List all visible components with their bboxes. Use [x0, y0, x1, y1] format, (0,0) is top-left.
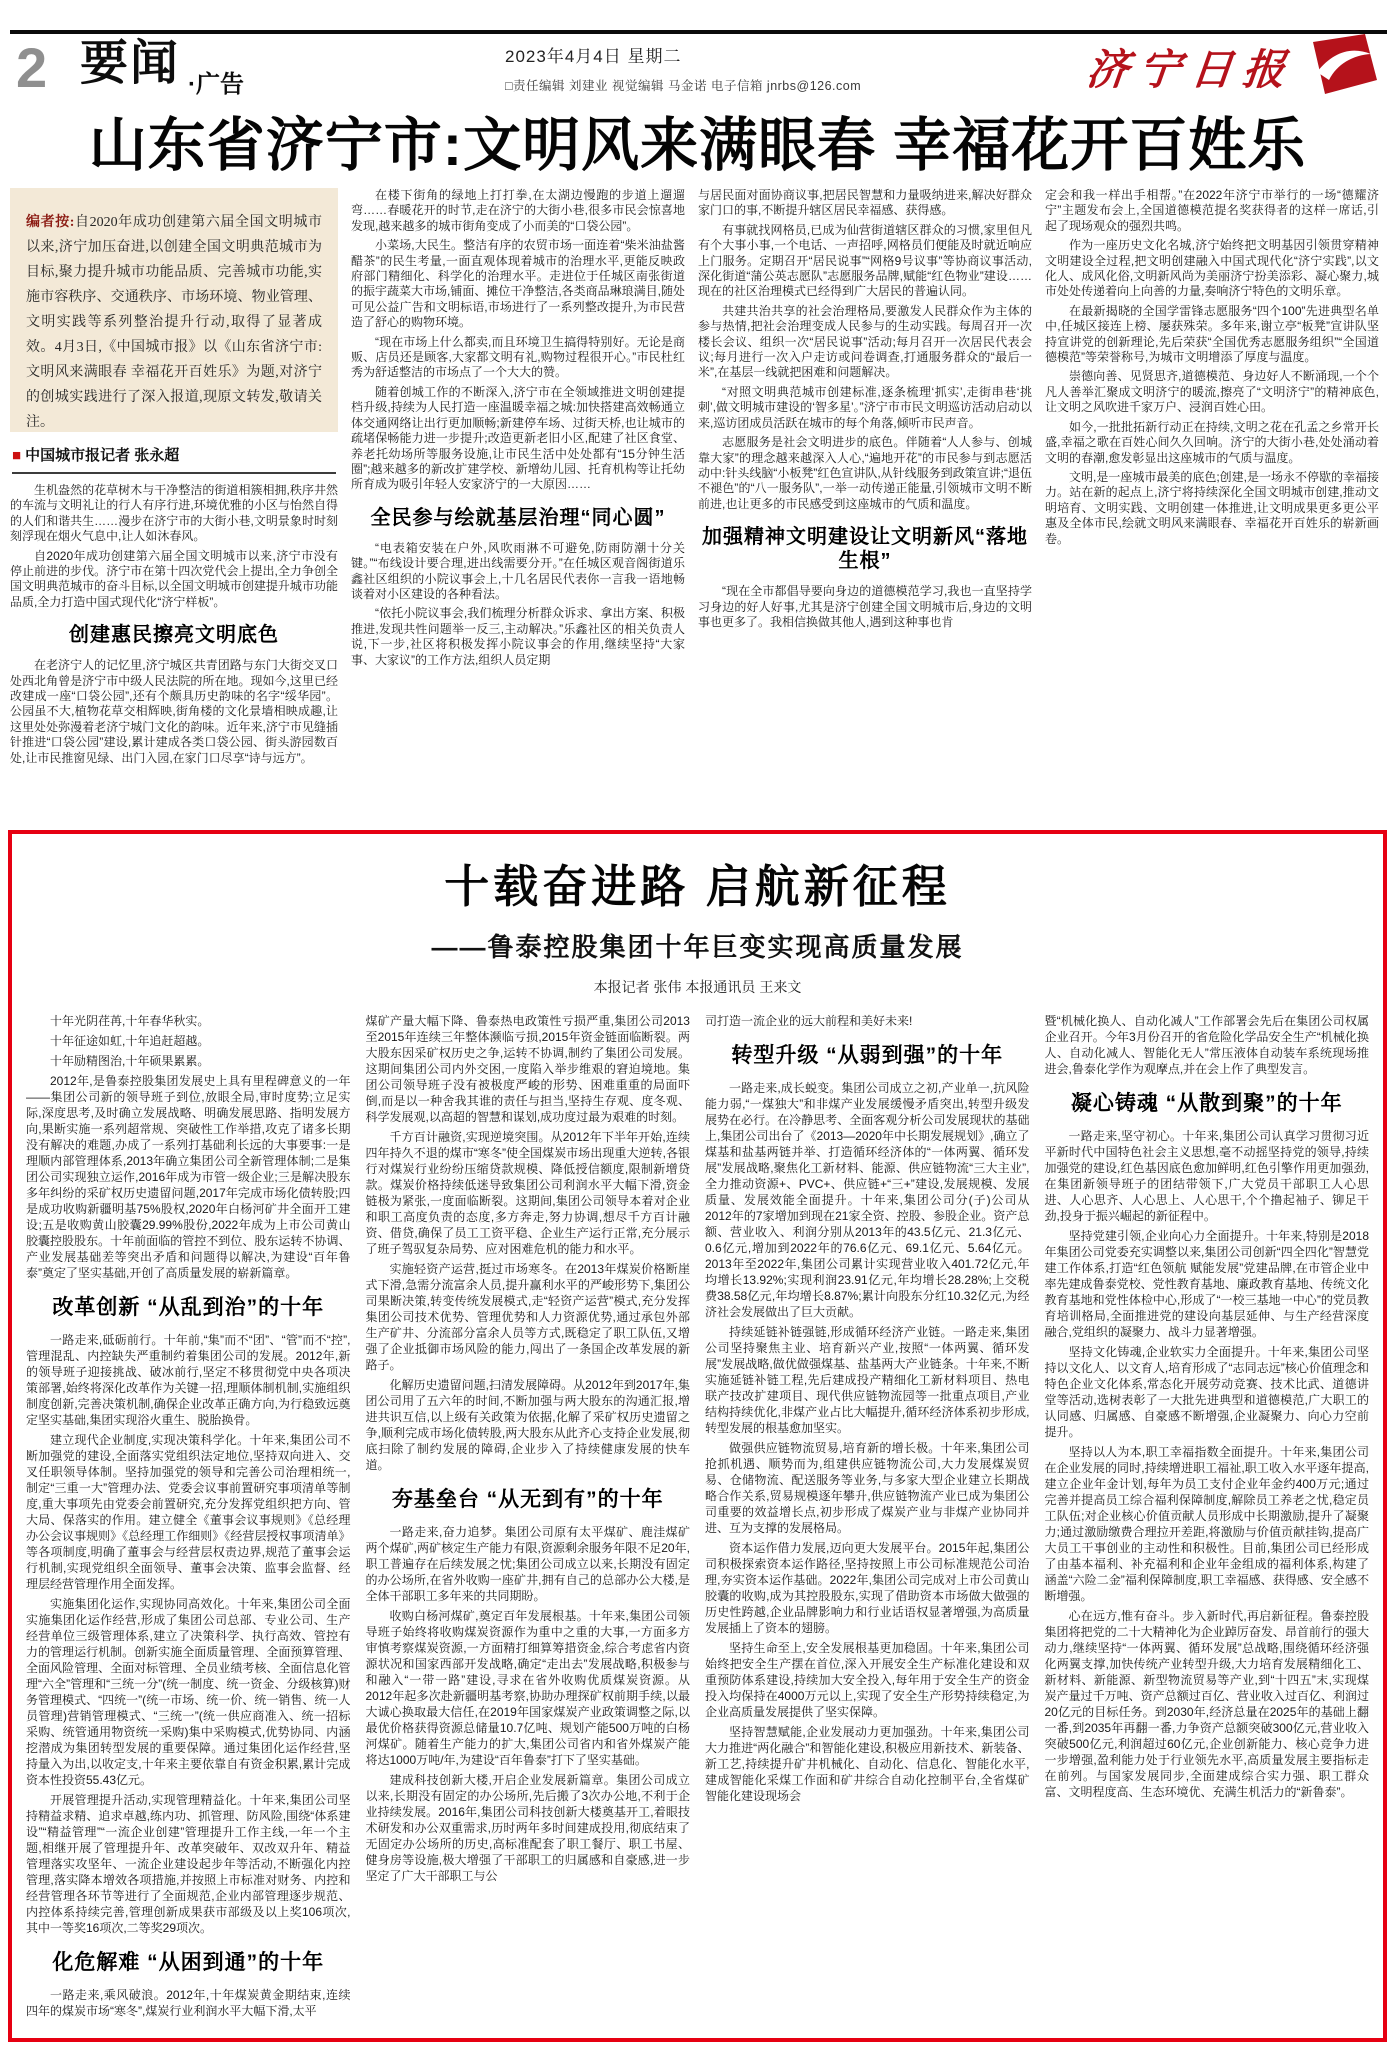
paragraph: 定会和我一样出手相帮。”在2022年济宁市举行的一场“德耀济宁”主题发布会上,全国道德模范提名奖获得者的这样一席话,引起了现场观众的强烈共鸣。	[1045, 188, 1379, 233]
byline-square-icon: ■	[12, 447, 22, 464]
editor-note-text: 自2020年成功创建第六届全国文明城市以来,济宁加压奋进,以创建全国文明典范城市为目标,聚力提升城市功能品质、完善城市功能,实施市容秩序、交通秩序、市场环境、物业管理、文明实践等系列整治提升行动,取得了显著成效。4月3日,《中国城市报》以《山东省济宁市:文明风来满眼春 幸福花开百姓乐》为题,对济宁的创城实践进行了深入报道,现原文转发,敬请关注。	[26, 215, 322, 430]
byline-text: 中国城市报记者 张永超	[25, 447, 180, 464]
paragraph: 建立现代企业制度,实现决策科学化。十年来,集团公司不断加强党的建设,全面落实党组织法定地位,坚持双向进入、交叉任职领导体制。坚持加强党的领导和完善公司治理相统一,制定“三重一大”管理办法、党委会议事前置研究事项清单等制度,重大事项先由党委会前置研究,充分发挥党组织把方向、管大局、保落实的作用。建立健全《董事会议事规则》《总经理办公会议事规则》《总经理工作细则》《经营层授权事项清单》等各项制度,明确了董事会与经营层权责边界,规范了董事会运行机制,实现党组织全面领导、董事会决策、监事会监督、经理层经营管理作用全面发挥。	[26, 1433, 351, 1592]
paragraph: 资本运作借力发展,迈向更大发展平台。2015年起,集团公司积极探索资本运作路径,坚持按照上市公司标准规范公司治理,夯实资本运作基础。2022年,集团公司完成对上市公司黄山胶囊的收购,成为其控股股东,实现了借助资本市场做大做强的历史性跨越,企业品牌影响力和行业话语权显著增强,为高质量发展插上了资本的翅膀。	[705, 1541, 1030, 1636]
featured-columns	[26, 1013, 1369, 2050]
paragraph: 司打造一流企业的远大前程和美好未来!	[705, 1014, 913, 1028]
paragraph: 生机盎然的花草树木与干净整洁的街道相簇相拥,秩序井然的车流与文明礼让的行人有序行进,环境优雅的小区与怡然自得的人们和谐共生……漫步在济宁市的大街小巷,文明景象时时刻刻浮现在烟火气息中,让人如沐春风。	[10, 483, 338, 544]
paragraph: 崇德向善、见贤思齐,道德模范、身边好人不断涌现,一个个凡人善举汇聚成文明济宁的暖流,擦亮了“文明济宁”的精神底色,让文明之风吹进千家万户、浸润百姓心田。	[1045, 369, 1379, 415]
paragraph: 一路走来,奋力追梦。集团公司原有太平煤矿、鹿洼煤矿两个煤矿,两矿核定生产能力有限,资源剩余服务年限不足20年,职工普遍存在后续发展之忧;集团公司成立以来,长期没有固定的办公场所,在省外收购一座矿井,拥有自己的总部办公大楼,是全体干部职工多年来的共同期盼。	[365, 1525, 690, 1604]
top-article-byline	[12, 444, 336, 474]
paragraph: 持续延链补链强链,形成循环经济产业链。一路走来,集团公司坚持聚焦主业、培育新兴产业,按照“一体两翼、循环发展”发展战略,做优做强煤基、盐基两大产业链条。十年来,不断实施延链补链工程,先后建成投产精细化工新材料项目、热电联产技改扩建项目、现代供应链物流园等一批重点项目,产业结构持续优化,非煤产业占比大幅提升,循环经济体系初步形成,转型发展的根基愈加坚实。	[705, 1325, 1030, 1436]
paragraph: 千方百计融资,实现逆境突围。从2012年下半年开始,连续四年持久不退的煤市“寒冬”使全国煤炭市场出现重大逆转,各银行对煤炭行业纷纷压缩贷款规模、降低授信额度,限制新增贷款。煤炭价格持续低迷导致集团公司利润水平大幅下滑,资金链极为紧张,一度面临断裂。这期间,集团公司领导本着对企业和职工高度负责的态度,多方奔走,努力协调,想尽千方百计融资、借贷,确保了员工工资平稳、企业生产运行正常,充分展示了班子驾驭复杂局势、应对困难危机的能力和水平。	[365, 1130, 690, 1256]
top-article-column-3	[698, 188, 1032, 824]
section-heading: 改革创新 “从乱到治”的十年	[52, 1296, 325, 1319]
date-line: 2023年4月4日 星期二	[505, 47, 682, 66]
paragraph: 小菜场,大民生。整洁有序的农贸市场一面连着“柴米油盐酱醋茶”的民生考量,一面直观体现着城市的治理水平,更能反映政府部门精细化、科学化的治理水平。走进位于任城区南张街道的振宇蔬菜大市场,铺面、摊位干净整洁,各类商品琳琅满目,随处可见公益广告和文明标语,市场进行了一系列整改提升,为市民营造了舒心的购物环境。	[351, 238, 685, 330]
paragraph: 共建共治共享的社会治理格局,要激发人民群众作为主体的参与热情,把社会治理变成人民参与的生动实践。每周召开一次楼长会议、组织一次“居民说事”活动;每月召开一次居民代表会议;每月进行一次入户走访或问卷调查,打通服务群众的“最后一米”,在基层一线就把困难和问题解决。	[698, 303, 1032, 380]
editor-note-box	[10, 188, 338, 432]
page-header	[0, 38, 1395, 102]
paragraph: 暨“机械化换人、自动化减人”工作部署会先后在集团公司权属企业召开。今年3月份召开的省危险化学品安全生产“机械化换人、自动化减人、智能化无人”常压液体自动装车系统现场推进会,鲁泰化学作为观摩点,并在会上作了典型发言。	[1044, 1014, 1369, 1076]
paragraph: 2012年,是鲁泰控股集团发展史上具有里程碑意义的一年——集团公司新的领导班子到位,放眼全局,审时度势;立足实际,深度思考,及时确立发展战略、明确发展思路、指明发展方向,果断实施一系列超常规、突破性工作举措,攻克了诸多长期没有解决的难题,办成了一系列打基础利长远的大事要事:一是理顺内部管理体系,2013年确立集团公司全新管理体制;二是集团公司实现独立运作,2016年成为市管一级企业;三是解决股东多年纠纷的采矿权历史遗留问题,2017年完成市场化债转股;四是成功收购新疆明基75%股权,2020年白杨河矿井全面开工建设;五是收购黄山胶囊29.99%股份,2022年成为上市公司黄山胶囊控股股东。十年前面临的管控不到位、股东运转不协调、产业发展基础差等突出矛盾和问题得以解决,为建设“百年鲁泰”奠定了坚实基础,开创了高质量发展的崭新篇章。	[26, 1074, 351, 1280]
section-heading: 全民参与绘就基层治理“同心圆”	[370, 506, 666, 529]
paragraph: 一路走来,成长蜕变。集团公司成立之初,产业单一,抗风险能力弱,“一煤独大”和非煤产业发展缓慢矛盾突出,转型升级发展势在必行。在冷静思考、全面客观分析公司发展现状的基础上,集团公司出台了《2013—2020年中长期发展规划》,确立了煤基和盐基两链并举、打造循环经济体的“一体两翼、循环发展”发展战略,聚焦化工新材料、能源、供应链物流“三大主业”,全力推动资源+、PVC+、供应链+“三+”建设,发展规模、发展质量、发展效能全面提升。十年来,集团公司分(子)公司从2012年的7家增加到现在21家全资、控股、参股企业。资产总额、营业收入、利润分别从2013年的43.5亿元、21.3亿元、0.6亿元,增加到2022年的76.6亿元、69.1亿元、5.64亿元。2013年至2022年,集团公司累计实现营业收入401.72亿元,年均增长13.92%;实现利润23.91亿元,年均增长28.28%;上交税费38.58亿元,年均增长8.87%;累计向股东分红10.32亿元,为经济社会发展做出了巨大贡献。	[705, 1081, 1030, 1320]
paragraph: 与居民面对面协商议事,把居民智慧和力量吸纳进来,解决好群众家门口的事,不断提升辖区居民幸福感、获得感。	[698, 188, 1032, 218]
section-subtitle: ·广告	[188, 71, 244, 98]
paragraph: 在楼下街角的绿地上打打拳,在太湖边慢跑的步道上遛遛弯……春暖花开的时节,走在济宁的大街小巷,很多市民会惊喜地发现,越来越多的城市街角变成了小而美的“口袋公园”。	[351, 188, 685, 233]
paragraph: “依托小院议事会,我们梳理分析群众诉求、拿出方案、积极推进,发现共性问题举一反三,主动解决。”乐鑫社区的相关负责人说,下一步,社区将积极发挥小院议事会的作用,继续坚持“大家事、大家议”的工作方法,组织人员定期	[351, 606, 685, 667]
featured-column-2	[366, 1013, 691, 2050]
top-article	[10, 188, 1388, 824]
editor-note-label: 编者按:	[26, 215, 75, 230]
paragraph: 实施集团化运作,实现协同高效化。十年来,集团公司全面实施集团化运作经营,形成了集团公司总部、专业公司、生产经营单位三级管理体系,建立了决策科学、执行高效、管控有力的管理运行机制。创新实施全面质量管理、全面预算管理、全面风险管理、全面对标管理、全员业绩考核、全面信息化管理“六全”管理和“三统一分”(统一制度、统一资金、分级核算)财务管理模式、“四统一”(统一市场、统一价、统一销售、统一人员管理)营销管理模式、“三统一”(统一供应商准入、统一招标采购、统管通用物资统一采购)集中采购模式,优势协同、内涵挖潜成为集团转型发展的重要保障。通过集团化运作经营,坚持量入为出,以收定支,十年来主要依靠自有资金积累,累计完成资本性投资55.43亿元。	[26, 1597, 351, 1788]
paragraph: 坚持以人为本,职工幸福指数全面提升。十年来,集团公司在企业发展的同时,持续增进职工福祉,职工收入水平逐年提高,建立企业年金计划,每年为员工支付企业年金约400万元;通过完善并提高员工综合福利保障制度,解除员工养老之忧,稳定员工队伍;对企业核心价值贡献人员形成中长期激励,提升了凝聚力;通过激励缴费合理拉开差距,将激励与价值贡献挂钩,提高广大员工干事创业的主动性和积极性。目前,集团公司已经形成了由基本福利、补充福利和企业年金组成的福利体系,构建了涵盖“六险二金”福利保障制度,职工幸福感、获得感、安全感不断增强。	[1044, 1445, 1369, 1604]
paragraph: 如今,一批批拓新行动正在持续,文明之花在孔孟之乡常开长盛,幸福之歌在百姓心间久久回响。济宁的大街小巷,处处涌动着文明的春潮,愈发彰显出这座城市的气质与温度。	[1045, 419, 1379, 465]
paragraph: 坚持文化铸魂,企业软实力全面提升。十年来,集团公司坚持以文化人、以文育人,培育形成了“志同志远”核心价值理念和特色企业文化体系,常态化开展劳动竞赛、技术比武、道德讲堂等活动,选树表彰了一大批先进典型和道德模范,广大职工的认同感、归属感、自豪感不断增强,企业凝聚力、向心力空前提升。	[1044, 1345, 1369, 1440]
paragraph: 化解历史遗留问题,扫清发展障碍。从2012年到2017年,集团公司用了五六年的时间,不断加强与两大股东的沟通汇报,增进共识互信,以上级有关政策为依据,化解了采矿权历史遗留之争,顺利完成市场化债转股,两大股东从此齐心支持企业发展,彻底扫除了制约发展的障碍,企业步入了持续健康发展的快车道。	[365, 1378, 690, 1472]
paragraph: 实施轻资产运营,挺过市场寒冬。在2013年煤炭价格断崖式下滑,急需分流富余人员,提升赢利水平的严峻形势下,集团公司果断决策,转变传统发展模式,走“轻资产运营”模式,充分发挥集团公司技术优势、管理优势和人力资源优势,通过承包外部生产矿井、分流部分富余人员等方式,既稳定了职工队伍,又增强了企业抵御市场风险的能力,闯出了一条国企改革发展的新路子。	[365, 1262, 690, 1372]
paragraph: 志愿服务是社会文明进步的底色。伴随着“人人参与、创城靠大家”的理念越来越深入人心,“遍地开花”的市民参与到志愿活动中:针头线脑“小板凳”红色宣讲队,从针线服务到政策宣讲;“退伍不褪色”的“八一服务队”,一举一动传递正能量,引领城市文明不断前进,也让更多的市民感受到这座城市的气质和温度。	[698, 435, 1032, 511]
section-heading: 凝心铸魂 “从散到聚”的十年	[1070, 1092, 1343, 1115]
paragraph: 一路走来,坚守初心。十年来,集团公司认真学习贯彻习近平新时代中国特色社会主义思想,毫不动摇坚持党的领导,持续加强党的建设,红色基因底色愈加鲜明,红色引擎作用更加强劲,在集团新领导班子的团结带领下,广大党员干部职工人心思进、人心思齐、人心思上、人心思干,个个撸起袖子、铆足干劲,投身于振兴崛起的新征程中。	[1044, 1129, 1369, 1224]
top-article-column-4	[1045, 188, 1379, 824]
intro-line: 十年光阴荏苒,十年春华秋实。	[50, 1014, 210, 1028]
section-heading: 创建惠民擦亮文明底色	[69, 624, 279, 647]
intro-line: 十年励精图治,十年硕果累累。	[50, 1054, 210, 1068]
section-heading: 化危解难 “从困到通”的十年	[52, 1951, 325, 1975]
paragraph: 文明,是一座城市最美的底色;创建,是一场永不停歇的幸福接力。站在新的起点上,济宁将持续深化全国文明城市创建,推动文明培育、文明实践、文明创建一体推进,让文明成果更多更公平惠及全体市民,绘就文明风来满眼春、幸福花开百姓乐的崭新画卷。	[1045, 469, 1379, 546]
paragraph: 煤矿产量大幅下降、鲁泰热电政策性亏损严重,集团公司2013至2015年连续三年整体濒临亏损,2015年资金链面临断裂。两大股东因采矿权历史之争,运转不协调,制约了集团公司发展。这期间集团公司内外交困,一度陷入举步维艰的窘迫境地。集团公司领导班子没有被极度严峻的形势、困难重重的局面吓倒,而是以一种舍我其谁的责任与担当,坚持生存观、度冬观、科学发展观,以高超的智慧和谋划,成功度过最为艰难的时刻。	[365, 1014, 690, 1124]
editors-line: □责任编辑 刘建业 视觉编辑 马金诺 电子信箱 jnrbs@126.com	[505, 79, 862, 93]
paragraph: 心在远方,惟有奋斗。步入新时代,再启新征程。鲁泰控股集团将把党的二十大精神化为企业踔厉奋发、昂首前行的强大动力,继续坚持“一体两翼、循环发展”总战略,围绕循环经济强化两翼支撑,加快传统产业转型升级,大力培育发展精细化工、新材料、新能源、新型物流贸易等产业,到“十四五”末,实现煤炭产量过千万吨、资产总额过百亿、营业收入过百亿、利润过20亿元的目标任务。到2030年,经济总量在2025年的基础上翻一番,到2035年再翻一番,力争资产总额突破300亿元,营业收入突破500亿元,利润超过60亿元,企业创新能力、核心竞争力进一步增强,盈利能力处于行业领先水平,高质量发展主要指标走在前列。与国家发展同步,全面建成综合实力强、职工群众富、文明程度高、生态环境优、充满生机活力的“新鲁泰”。	[1044, 1609, 1369, 1800]
paragraph: 做强供应链物流贸易,培育新的增长极。十年来,集团公司抢抓机遇、顺势而为,组建供应链物流公司,大力发展煤炭贸易、仓储物流、配送服务等业务,与多家大型企业建立长期战略合作关系,贸易规模逐年攀升,供应链物流产业已成为集团公司重要的效益增长点,初步形成了煤炭产业与非煤产业协同并进、互为支撑的发展格局。	[705, 1441, 1030, 1536]
top-article-column-1	[10, 188, 338, 824]
section-title: 要闻	[80, 37, 181, 90]
paragraph: “对照文明典范城市创建标准,逐条梳理‘抓实’,走街串巷‘挑刺’,做文明城市建设的‘智多星’。”济宁市市民文明巡访活动启动以来,巡访团成员活跃在城市的每个角落,倾听市民声音。	[698, 384, 1032, 430]
intro-line: 十年征途如虹,十年追赶超越。	[50, 1034, 210, 1048]
paragraph: 一路走来,砥砺前行。十年前,“集”而不“团”、“管”而不“控”,管理混乱、内控缺失严重制约着集团公司的发展。2012年,新的领导班子迎接挑战、破冰前行,坚定不移贯彻党中央各项决策部署,始终将深化改革作为关键一招,理顺体制机制,实施组织制度创新,完善决策机制,确保企业改革正确方向,为行稳致远奠定坚实基础,集团实现浴火重生、脱胎换骨。	[26, 1333, 351, 1428]
featured-article-box	[8, 830, 1387, 2042]
paragraph: “现在全市都倡导要向身边的道德模范学习,我也一直坚持学习身边的好人好事,尤其是济宁创建全国文明城市后,身边的文明事也更多了。我相信换做其他人,遇到这种事也肯	[698, 584, 1032, 629]
main-headline: 山东省济宁市:文明风来满眼春 幸福花开百姓乐	[88, 113, 1307, 178]
top-article-column-2	[351, 188, 685, 824]
section-heading: 转型升级 “从弱到强”的十年	[731, 1044, 1004, 1067]
paragraph: “现在市场上什么都卖,而且环境卫生搞得特别好。无论是商贩、店员还是顾客,大家都文明有礼,购物过程很开心。”市民杜红秀为舒适整洁的市场点了一个大大的赞。	[351, 334, 685, 380]
featured-headline: 十载奋进路 启航新征程	[444, 861, 951, 912]
paragraph: 在老济宁人的记忆里,济宁城区共青团路与东门大街交叉口处西北角曾是济宁市中级人民法院的所在地。现如今,这里已经改建成一座“口袋公园”,还有个颇具历史韵味的名字“绥华园”。公园虽不大,植物花草交相辉映,街角楼的文化景墙相映成趣,让这里处处弥漫着老济宁城门文化的韵味。近年来,济宁市见缝插针推进“口袋公园”建设,累计建成各类口袋公园、街头游园数百处,让市民推窗见绿、出门入园,在家门口尽享“诗与远方”。	[10, 658, 338, 765]
paragraph: 建成科技创新大楼,开启企业发展新篇章。集团公司成立以来,长期没有固定的办公场所,先后搬了3次办公地,不利于企业持续发展。2016年,集团公司科技创新大楼奠基开工,着眼技术研发和办公双重需求,历时两年多时间建成投用,彻底结束了无固定办公场所的历史,高标准配套了职工餐厅、职工书屋、健身房等设施,极大增强了干部职工的归属感和自豪感,进一步坚定了广大干部职工与公	[365, 1773, 690, 1884]
page-number: 2	[16, 36, 48, 99]
paragraph: 作为一座历史文化名城,济宁始终把文明基因引领贯穿精神文明建设全过程,把文明创建融入中国式现代化“济宁实践”,以文化人、成风化俗,文明新风尚为美丽济宁扮美添彩、凝心聚力,城市处处传递着向上向善的力量,奏响济宁特色的文明乐章。	[1045, 238, 1379, 299]
featured-byline: 本报记者 张伟 本报通讯员 王来文	[593, 979, 802, 995]
paragraph: 自2020年成功创建第六届全国文明城市以来,济宁市没有停止前进的步伐。济宁市在第十四次党代会上提出,全力争创全国文明典范城市的奋斗目标,以全国文明城市创建提升城市功能品质,全力打造中国式现代化“济宁样板”。	[10, 548, 338, 609]
section-heading: 加强精神文明建设让文明新风“落地生根”	[702, 526, 1028, 573]
masthead-logo-icon	[1305, 34, 1377, 99]
masthead	[1084, 34, 1377, 99]
paragraph: 在最新揭晓的全国学雷锋志愿服务“四个100”先进典型名单中,任城区接连上榜、屡获殊荣。多年来,谢立亭“板凳”宣讲队坚持宣讲党的创新理论,先后荣获“全国优秀志愿服务组织”“全国道德模范”等荣誉称号,为城市文明增添了厚度与温度。	[1045, 303, 1379, 365]
masthead-title: 济宁日报	[1084, 44, 1298, 94]
paragraph: 坚持党建引领,企业向心力全面提升。十年来,特别是2018年集团公司党委充实调整以来,集团公司创新“四全四化”智慧党建工作体系,打造“红色领航 赋能发展”党建品牌,在市管企业中率先建成鲁泰党校、党性教育基地、廉政教育基地、传统文化教育基地和党性体检中心,形成了“一校三基地一中心”的党员教育培训格局,全面推进党的建设向基层延伸、与生产经营深度融合,党组织的凝聚力、战斗力显著增强。	[1044, 1229, 1369, 1340]
header-meta	[505, 42, 861, 94]
paragraph: 坚持生命至上,安全发展根基更加稳固。十年来,集团公司始终把安全生产摆在首位,深入开展安全生产标准化建设和双重预防体系建设,持续加大安全投入,每年用于安全生产的资金投入均保持在4000万元以上,实现了安全生产形势持续稳定,为企业高质量发展提供了坚实保障。	[705, 1641, 1030, 1720]
section-heading: 夯基垒台 “从无到有”的十年	[391, 1488, 664, 1511]
featured-column-1	[26, 1013, 351, 2050]
featured-column-4	[1045, 1013, 1370, 2050]
featured-subheadline: ——鲁泰控股集团十年巨变实现高质量发展	[431, 932, 964, 962]
paragraph: 有事就找网格员,已成为仙营街道辖区群众的习惯,家里但凡有个大事小事,一个电话、一声招呼,网格员们便能及时就近响应上门服务。定期召开“居民说事”“网格9号议事”等协商议事活动,深化街道“蒲公英志愿队”志愿服务品牌,赋能“红色物业”建设……现在的社区治理模式已经得到广大居民的普遍认同。	[698, 222, 1032, 299]
paragraph: 收购白杨河煤矿,奠定百年发展根基。十年来,集团公司领导班子始终将收购煤炭资源作为重中之重的大事,一方面多方审慎考察煤炭资源,一方面精打细算筹措资金,综合考虑省内资源状况和国家西部开发战略,确定“走出去”发展战略,积极参与和融入“一带一路”建设,寻求在省外收购优质煤炭资源。从2012年起多次赴新疆明基考察,协助办理探矿权前期手续,以最大诚心换取最大信任,在2019年国家煤炭产业政策调整之际,以最优价格获得资源总储量10.7亿吨、规划产能500万吨的白杨河煤矿。随着生产能力的扩大,集团公司省内和省外煤炭产能将达1000万吨/年,为建设“百年鲁泰”打下了坚实基础。	[365, 1609, 690, 1768]
featured-column-3	[705, 1013, 1030, 2050]
paragraph: 坚持智慧赋能,企业发展动力更加强劲。十年来,集团公司大力推进“两化融合”和智能化建设,积极应用新技术、新装备、新工艺,持续提升矿井机械化、自动化、信息化、智能化水平,建成智能化采煤工作面和矿井综合自动化控制平台,全省煤矿智能化建设现场会	[705, 1725, 1030, 1804]
paragraph: 一路走来,乘风破浪。2012年,十年煤炭黄金期结束,连续四年的煤炭市场“寒冬”,煤炭行业利润水平大幅下滑,太平	[26, 1988, 351, 2019]
paragraph: “电表箱安装在户外,风吹雨淋不可避免,防雨防潮十分关键。”“布线设计要合理,进出线需要分开。”在任城区观音阁街道乐鑫社区组织的小院议事会上,十几名居民代表你一言我一语地畅谈着对小区建设的各种看法。	[351, 540, 685, 601]
paragraph: 随着创城工作的不断深入,济宁市在全领域推进文明创建提档升级,持续为人民打造一座温暖幸福之城:加快搭建高效畅通立体交通网络让出行更加顺畅;新建停车场、过街天桥,也让城市的疏堵保畅能力进一步提升;改造更新老旧小区,配建了社区食堂、养老托幼场所等服务设施,让市民生活中处处都有“15分钟生活圈”;越来越多的新改扩建学校、新增幼儿园、托育机构等让托幼所育成为吸引年轻人安家济宁的一大原因……	[351, 384, 685, 492]
paragraph: 开展管理提升活动,实现管理精益化。十年来,集团公司坚持精益求精、追求卓越,练内功、抓管理、防风险,围绕“体系建设”“精益管理”“一流企业创建”管理提升工作主线,一年一个主题,相继开展了管理提升年、改革突破年、双改双升年、精益管理落实攻坚年、一流企业建设起步年等活动,不断强化内控管理,落实降本增效各项措施,并按照上市标准对财务、内控和经营管理各环节等进行了全面规范,企业内部管理逐步规范、内控体系持续完善,管理创新成果获市部级及以上奖106项次,其中一等奖16项次,二等奖29项次。	[26, 1793, 351, 1936]
